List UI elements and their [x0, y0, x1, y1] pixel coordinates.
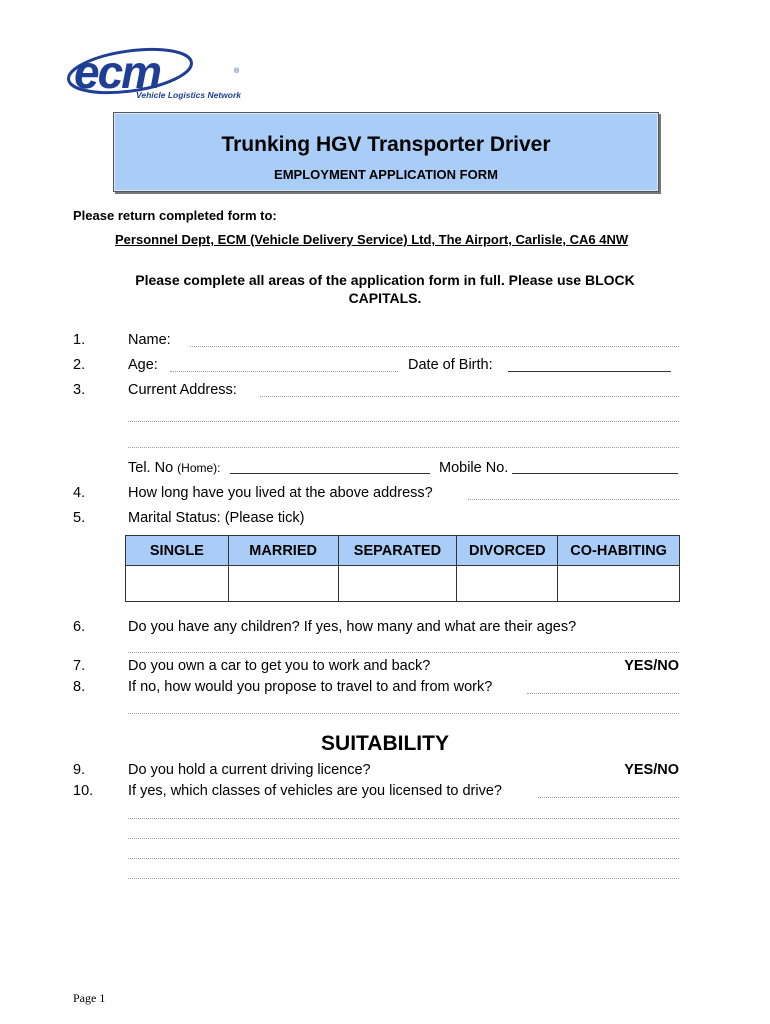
dob-field[interactable]: [508, 371, 671, 372]
marital-status-table: [125, 535, 680, 602]
address-field-line-1[interactable]: [260, 396, 679, 397]
form-subtitle: EMPLOYMENT APPLICATION FORM: [274, 167, 498, 182]
instructions-line-2: CAPITALS.: [348, 290, 422, 306]
instructions-line-1: Please complete all areas of the application form in full. Please use BLOCK: [135, 272, 635, 288]
marital-header-row: [126, 536, 680, 566]
age-field[interactable]: [170, 371, 398, 372]
tick-cell-cohabiting[interactable]: [558, 566, 680, 602]
q9-label: Do you hold a current driving licence?: [128, 762, 371, 778]
tel-label-text: Tel. No: [128, 460, 174, 476]
q8-number: 8.: [73, 679, 86, 695]
mobile-field[interactable]: [512, 473, 678, 474]
marital-header-single: SINGLE: [126, 536, 229, 566]
duration-field[interactable]: [468, 499, 679, 500]
licence-field-line-5[interactable]: [128, 878, 679, 879]
logo-text: ecm: [74, 46, 161, 98]
name-field[interactable]: [190, 346, 679, 347]
travel-field-line-2[interactable]: [128, 713, 679, 714]
q6-label: Do you have any children? If yes, how many and what are their ages?: [128, 619, 577, 635]
q5-number: 5.: [73, 510, 86, 526]
tel-home-field[interactable]: [230, 473, 430, 474]
tel-label: [128, 460, 221, 476]
q7-number: 7.: [73, 658, 86, 674]
q2-number: 2.: [73, 357, 86, 373]
q10-label: If yes, which classes of vehicles are you licensed to drive?: [128, 783, 502, 799]
tick-cell-separated[interactable]: [338, 566, 457, 602]
marital-header-married: MARRIED: [228, 536, 338, 566]
travel-field-line-1[interactable]: [527, 693, 679, 694]
marital-header-separated: SEPARATED: [338, 536, 457, 566]
q8-label: If no, how would you propose to travel to and from work?: [128, 679, 493, 695]
address-field-line-3[interactable]: [128, 447, 679, 448]
logo-tagline: Vehicle Logistics Network: [136, 90, 242, 100]
q9-number: 9.: [73, 762, 86, 778]
tick-cell-married[interactable]: [228, 566, 338, 602]
children-field[interactable]: [128, 652, 679, 653]
return-label: Please return completed form to:: [73, 208, 277, 223]
mobile-label: Mobile No.: [439, 460, 509, 476]
q7-label: Do you own a car to get you to work and back?: [128, 658, 431, 674]
q7-yes-no[interactable]: YES/NO: [624, 658, 679, 674]
marital-tick-row: [126, 566, 680, 602]
q1-label: Name:: [128, 332, 171, 348]
marital-header-divorced: DIVORCED: [457, 536, 558, 566]
licence-field-line-2[interactable]: [128, 818, 679, 819]
return-address: Personnel Dept, ECM (Vehicle Delivery Service) Ltd, The Airport, Carlisle, CA6 4NW: [115, 232, 629, 247]
address-field-line-2[interactable]: [128, 421, 679, 422]
page-number: Page 1: [73, 991, 106, 1005]
logo-mark: ®: [234, 68, 240, 75]
dob-label: Date of Birth:: [408, 357, 493, 373]
section-suitability: SUITABILITY: [321, 732, 449, 755]
q1-number: 1.: [73, 332, 86, 348]
q2-label: Age:: [128, 357, 158, 373]
q6-number: 6.: [73, 619, 86, 635]
q9-yes-no[interactable]: YES/NO: [624, 762, 679, 778]
q10-number: 10.: [73, 783, 94, 799]
licence-field-line-1[interactable]: [538, 797, 679, 798]
marital-header-cohabiting: CO-HABITING: [558, 536, 680, 566]
q4-label: How long have you lived at the above address?: [128, 485, 433, 501]
q3-number: 3.: [73, 382, 86, 398]
q5-label: Marital Status: (Please tick): [128, 510, 305, 526]
q4-number: 4.: [73, 485, 86, 501]
tick-cell-single[interactable]: [126, 566, 229, 602]
licence-field-line-3[interactable]: [128, 838, 679, 839]
licence-field-line-4[interactable]: [128, 858, 679, 859]
title-box: [113, 112, 659, 192]
tel-home-label: (Home):: [177, 461, 221, 475]
form-title: Trunking HGV Transporter Driver: [221, 133, 551, 156]
ecm-logo: [62, 46, 252, 106]
tick-cell-divorced[interactable]: [457, 566, 558, 602]
q3-label: Current Address:: [128, 382, 237, 398]
